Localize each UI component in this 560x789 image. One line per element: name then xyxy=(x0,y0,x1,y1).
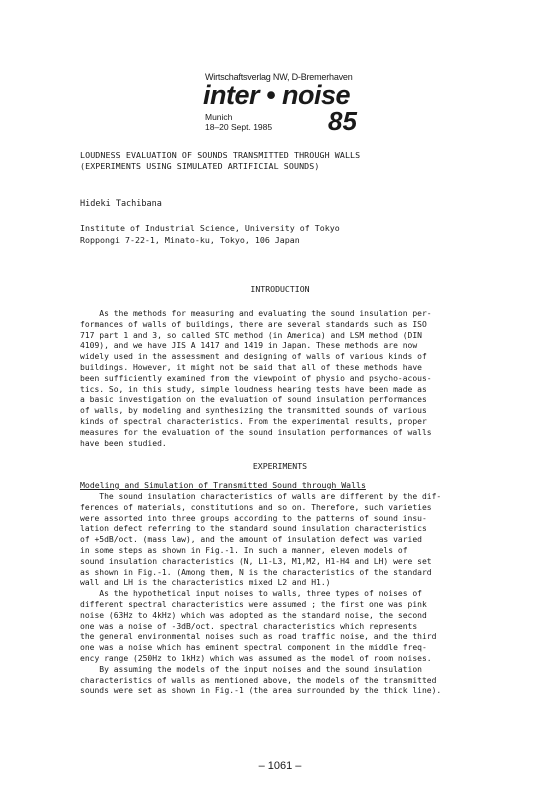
conference-year: 85 xyxy=(328,106,357,136)
experiments-heading: EXPERIMENTS xyxy=(252,461,308,471)
author-name: Hideki Tachibana xyxy=(80,199,162,209)
author-affiliation: Institute of Industrial Science, University of Tokyo Roppongi 7-22-1, Minato-ku, Tokyo, 106 Japan xyxy=(80,223,340,245)
introduction-heading: INTRODUCTION xyxy=(250,284,310,294)
conference-dates: 18–20 Sept. 1985 xyxy=(205,122,273,132)
conference-location xyxy=(205,112,272,132)
introduction-text: As the methods for measuring and evaluating the sound insulation per- formances of walls of buildings, there are several standards such as ISO 717 part 1 and 3, so called STC method (in America) and LSM method (DIN 4109), and we have JIS A 1417 and 1419 in Japan. These methods are now widely used in the assessment and designing of walls of various kinds of buildings. However, it might not be said that all of these methods have been sufficiently examined from the viewpoint of physio and psycho-acous- tics. So, in this study, simple loudness hearing tests have been made as a basic investigation on the evaluation of sound insulation performances of walls, by modeling and synthesizing the transmitted sounds of various kinds of spectral characteristics. From the experimental results, proper measures for the evaluation of the sound insulation performances of walls have been studied. xyxy=(80,309,432,448)
conference-logo: inter • noise xyxy=(203,80,350,110)
header-publisher: Wirtschaftsverlag NW, D-Bremerhaven xyxy=(205,72,353,82)
experiments-text: The sound insulation characteristics of walls are different by the dif- ferences of materials, constitutions and so on. Therefore, such varieties were assorted into three groups according to the patterns of sound insu- lation defect referring to the standard sound insulation characteristics of +5dB/oct. (mass law), and the amount of insulation defect was varied in some steps as shown in Fig.-1. In such a manner, eleven models of sound insulation characteristics (N, L1-L3, M1,M2, H1-H4 and LH) were set as shown in Fig.-1. (Among them, N is the characteristics of the standard wall and LH is the characteristics mixed L2 and H1.) As the hypothetical input noises to walls, three types of noises of different spectral characteristics were assumed ; the first one was pink noise (63Hz to 4kHz) which was adopted as the standard noise, the second one was a noise of -3dB/oct. spectral characteristics which represents the general environmental noises such as road traffic noise, and the third one was a noise which has eminent spectral component in the middle freq- ency range (250Hz to 1kHz) which was assumed as the model of room noises. By assuming the models of the input noises and the sound insulation characteristics of walls as mentioned above, the models of the transmitted sounds were set as shown in Fig.-1 (the area surrounded by the thick line). xyxy=(80,492,442,696)
page-number: – 1061 – xyxy=(258,760,302,772)
paper-title: LOUDNESS EVALUATION OF SOUNDS TRANSMITTED THROUGH WALLS (EXPERIMENTS USING SIMULATED ARTIFICIAL SOUNDS) xyxy=(80,150,361,171)
conference-city: Munich xyxy=(205,112,233,122)
experiments-subheading: Modeling and Simulation of Transmitted Sound through Walls xyxy=(80,480,366,490)
